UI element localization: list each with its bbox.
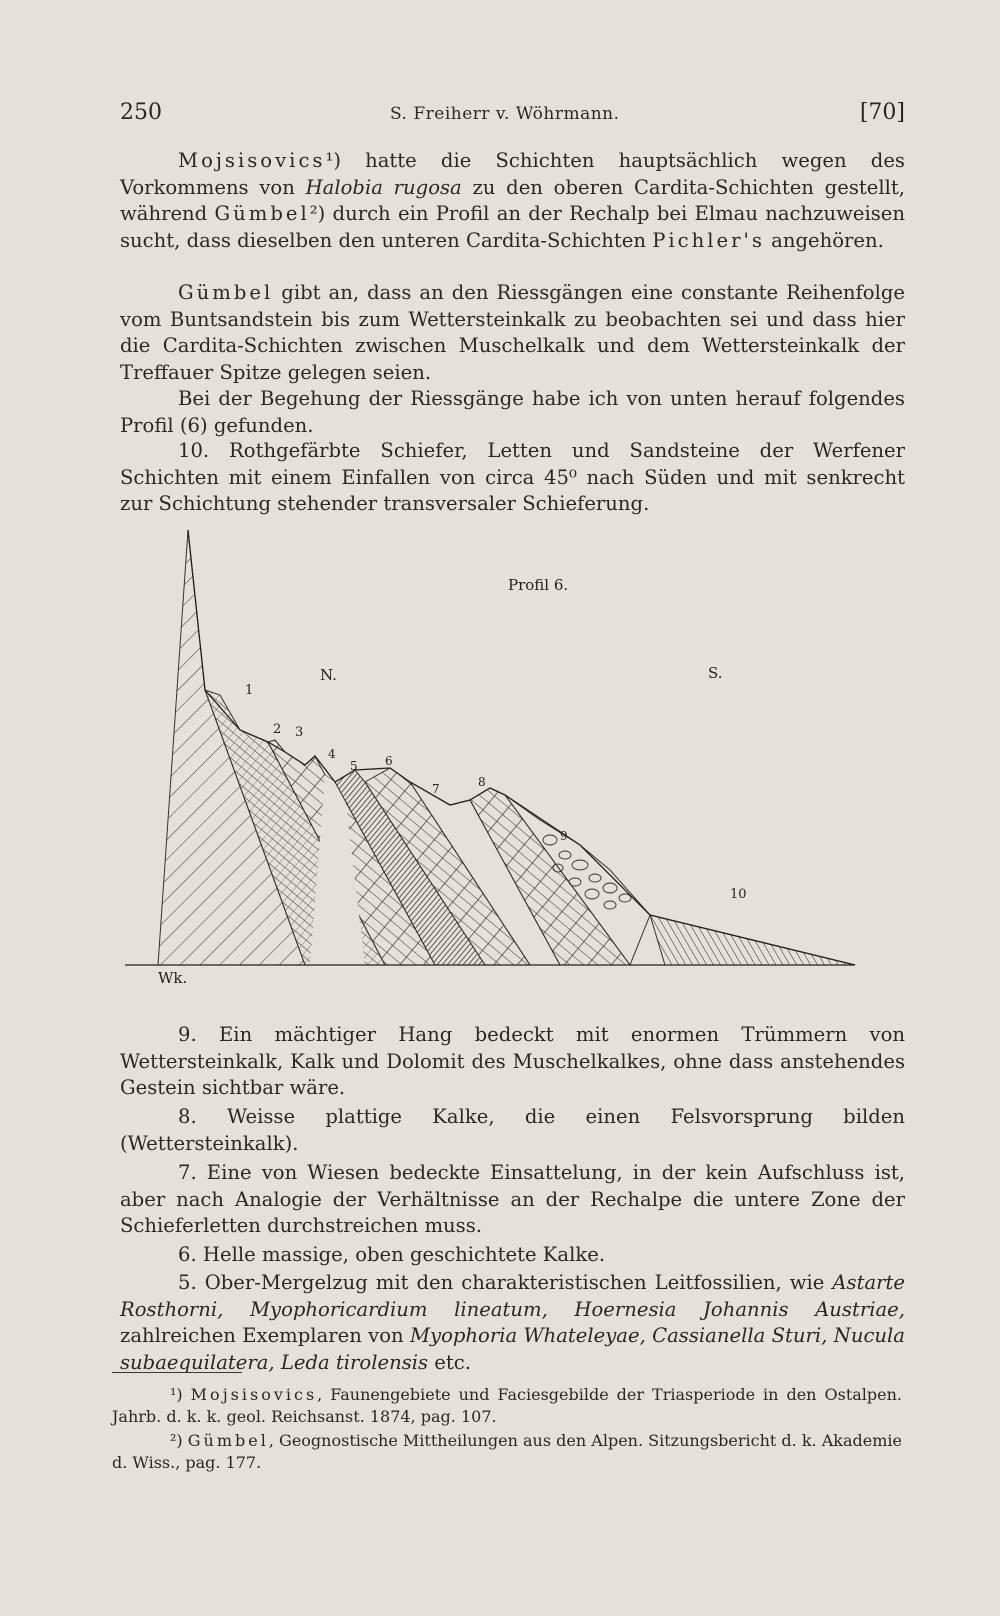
paragraph-begehung: Bei der Begehung der Riessgänge habe ich von unten herauf folgendes Profil (6) gefunden. bbox=[120, 387, 905, 437]
profile-diagram bbox=[110, 520, 910, 1012]
south-label: S. bbox=[708, 664, 723, 682]
taxon-name: Halobia rugosa bbox=[305, 175, 462, 199]
north-label: N. bbox=[320, 666, 337, 684]
paragraph-mojsisovics bbox=[120, 148, 905, 254]
layer-label-5: 5 bbox=[350, 759, 358, 773]
running-author: S. Freiherr v. Wöhrmann. bbox=[390, 104, 620, 124]
footnote-text: , Faunengebiete und Faciesgebilde der Triasperiode in den Ostalpen. Jahrb. d. k. k. geol. Reichsanst. 1874, pag. 107. bbox=[112, 1385, 903, 1426]
text-run: ²) durch ein Profil an der Rechalp bei Elmau nachzuweisen sucht, dass dieselben den unteren Cardita-Schichten bbox=[120, 202, 905, 252]
text-run: etc. bbox=[428, 1350, 471, 1374]
paragraph-guembel bbox=[120, 280, 905, 386]
footnote-1 bbox=[112, 1384, 902, 1428]
layer-label-10: 10 bbox=[730, 887, 747, 902]
layer-label-3: 3 bbox=[295, 725, 304, 740]
profile-figure bbox=[110, 520, 910, 1012]
paragraph-layer-5 bbox=[120, 1270, 905, 1376]
text-run: 5. Ober-Mergelzug mit den charakteristischen Leitfossilien, wie bbox=[178, 1271, 833, 1294]
text-run: gibt an, dass an den Riessgängen eine constante Reihenfolge vom Buntsandstein bis zum Wettersteinkalk zu beobachten sei und dass hier die Cardita-Schichten zwischen Muschelkalk und dem Wettersteinkalk der Treffauer Spitze gelegen seien. bbox=[120, 281, 905, 384]
paragraph-layer-9: 9. Ein mächtiger Hang bedeckt mit enormen Trümmern von Wettersteinkalk, Kalk und Dolomit des Muschelkalkes, ohne dass anstehendes Gestein sichtbar wäre. bbox=[120, 1023, 905, 1099]
footnote-2 bbox=[112, 1430, 902, 1474]
text-run: ¹) hatte die Schichten hauptsächlich wegen des Vorkommens von bbox=[120, 149, 905, 199]
base-label: Wk. bbox=[158, 969, 188, 987]
page-reference: [70] bbox=[859, 100, 905, 125]
layer-label-9: 9 bbox=[560, 829, 568, 843]
layer-label-4: 4 bbox=[328, 747, 336, 761]
author-name: Gümbel bbox=[187, 1431, 269, 1450]
author-name: Mojsisovics bbox=[190, 1385, 318, 1404]
footnote-mark: ²) bbox=[170, 1431, 188, 1450]
text-run: zu den oberen Cardita-Schichten gestellt, während bbox=[120, 175, 905, 225]
running-header bbox=[120, 100, 905, 134]
footnote-mark: ¹) bbox=[170, 1385, 191, 1404]
paragraph-layer-10: 10. Rothgefärbte Schiefer, Letten und Sandsteine der Werfener Schichten mit einem Einfallen von circa 45⁰ nach Süden und mit senkrecht zur Schichtung stehender transversaler Schieferung. bbox=[120, 439, 905, 515]
text-run: angehören. bbox=[764, 228, 884, 252]
author-name: Gümbel bbox=[214, 202, 310, 225]
taxon-names: Myophoria Whateleyae, Cassianella Sturi, Nucula subaequilatera, Leda tirolensis bbox=[120, 1324, 905, 1374]
footnote-rule bbox=[112, 1372, 242, 1373]
paragraph-layer-8: 8. Weisse plattige Kalke, die einen Felsvorsprung bilden (Wettersteinkalk). bbox=[120, 1105, 905, 1155]
figure-title: Profil 6. bbox=[508, 576, 569, 594]
author-name: Mojsisovics bbox=[178, 149, 326, 172]
footnote-text: , Geognostische Mittheilungen aus den Alpen. Sitzungsbericht d. k. Akademie d. Wiss., pag. 177. bbox=[112, 1431, 902, 1472]
layer-label-8: 8 bbox=[478, 775, 486, 789]
layer-label-2: 2 bbox=[273, 722, 282, 737]
author-name: Pichler's bbox=[652, 228, 765, 252]
layer-label-6: 6 bbox=[385, 754, 393, 768]
paragraph-layer-6: 6. Helle massige, oben geschichtete Kalke. bbox=[178, 1243, 606, 1266]
taxon-names: Astarte Rosthorni, Myophoricardium lineatum, Hoernesia Johannis Austriae, bbox=[120, 1271, 905, 1321]
layer-label-1: 1 bbox=[245, 683, 254, 698]
layer-label-7: 7 bbox=[432, 782, 440, 796]
author-name: Gümbel bbox=[178, 281, 274, 304]
text-run: zahlreichen Exemplaren von bbox=[120, 1324, 410, 1347]
paragraph-layer-7: 7. Eine von Wiesen bedeckte Einsattelung, in der kein Aufschluss ist, aber nach Analogie der Verhältnisse an der Rechalpe die untere Zone der Schieferletten durchstreichen muss. bbox=[120, 1161, 905, 1237]
page-number: 250 bbox=[120, 100, 162, 125]
